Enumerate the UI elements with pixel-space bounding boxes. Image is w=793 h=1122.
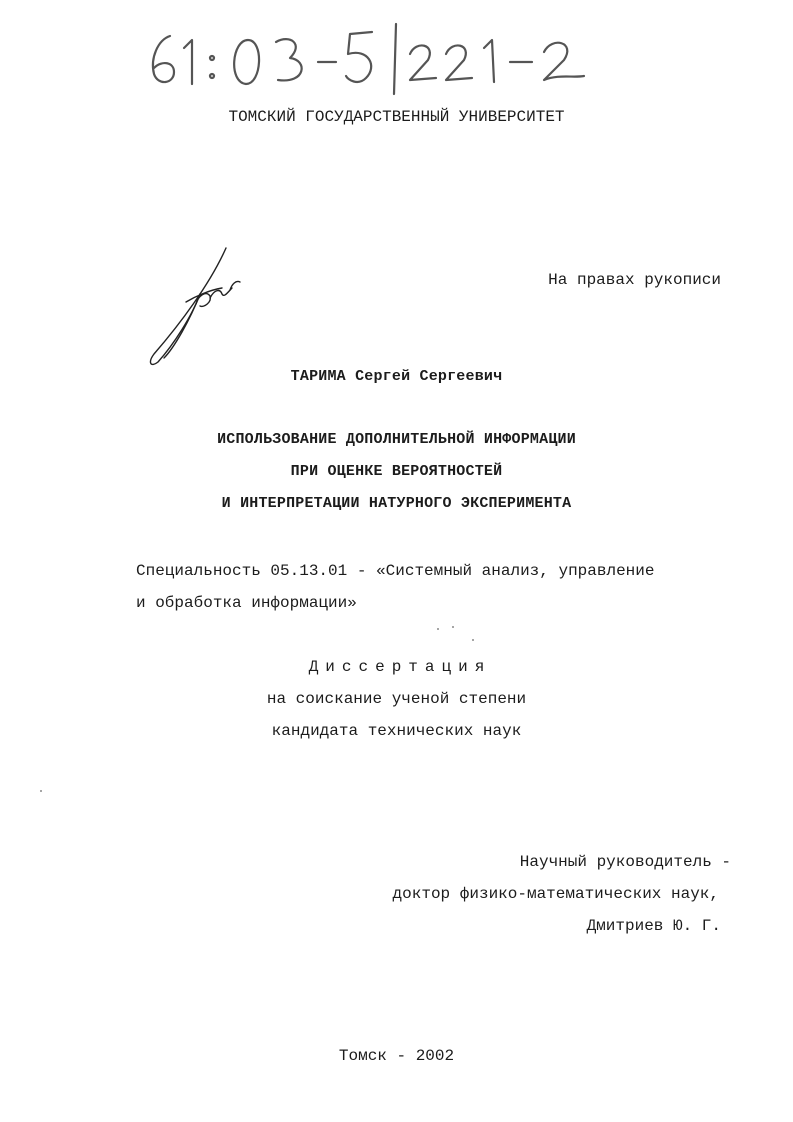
manuscript-rights-label: На правах рукописи xyxy=(548,271,721,289)
thesis-title-line-3: И ИНТЕРПРЕТАЦИИ НАТУРНОГО ЭКСПЕРИМЕНТА xyxy=(221,495,572,512)
archive-stamp-handwritten xyxy=(140,18,600,98)
city-year: Томск - 2002 xyxy=(338,1047,455,1065)
scan-speck xyxy=(452,626,454,628)
scan-speck xyxy=(40,790,42,792)
specialty-line-2: и обработка информации» xyxy=(136,594,357,612)
scan-speck xyxy=(437,628,439,630)
specialty-line-1: Специальность 05.13.01 - «Системный анализ, управление xyxy=(136,562,655,580)
supervisor-name: Дмитриев Ю. Г. xyxy=(586,917,721,935)
dissertation-field-line: кандидата технических наук xyxy=(271,722,522,740)
supervisor-degree: доктор физико-математических наук, xyxy=(392,885,719,903)
thesis-title-line-1: ИСПОЛЬЗОВАНИЕ ДОПОЛНИТЕЛЬНОЙ ИНФОРМАЦИИ xyxy=(217,431,576,448)
scan-speck xyxy=(472,639,474,641)
supervisor-label: Научный руководитель - xyxy=(519,853,731,871)
thesis-title-line-2: ПРИ ОЦЕНКЕ ВЕРОЯТНОСТЕЙ xyxy=(290,463,503,480)
university-name: ТОМСКИЙ ГОСУДАРСТВЕННЫЙ УНИВЕРСИТЕТ xyxy=(228,108,565,126)
dissertation-degree-line: на соискание ученой степени xyxy=(266,690,527,708)
author-name: ТАРИМА Сергей Сергеевич xyxy=(290,368,503,385)
author-signature xyxy=(140,244,250,374)
dissertation-heading: Диссертация xyxy=(308,658,492,676)
